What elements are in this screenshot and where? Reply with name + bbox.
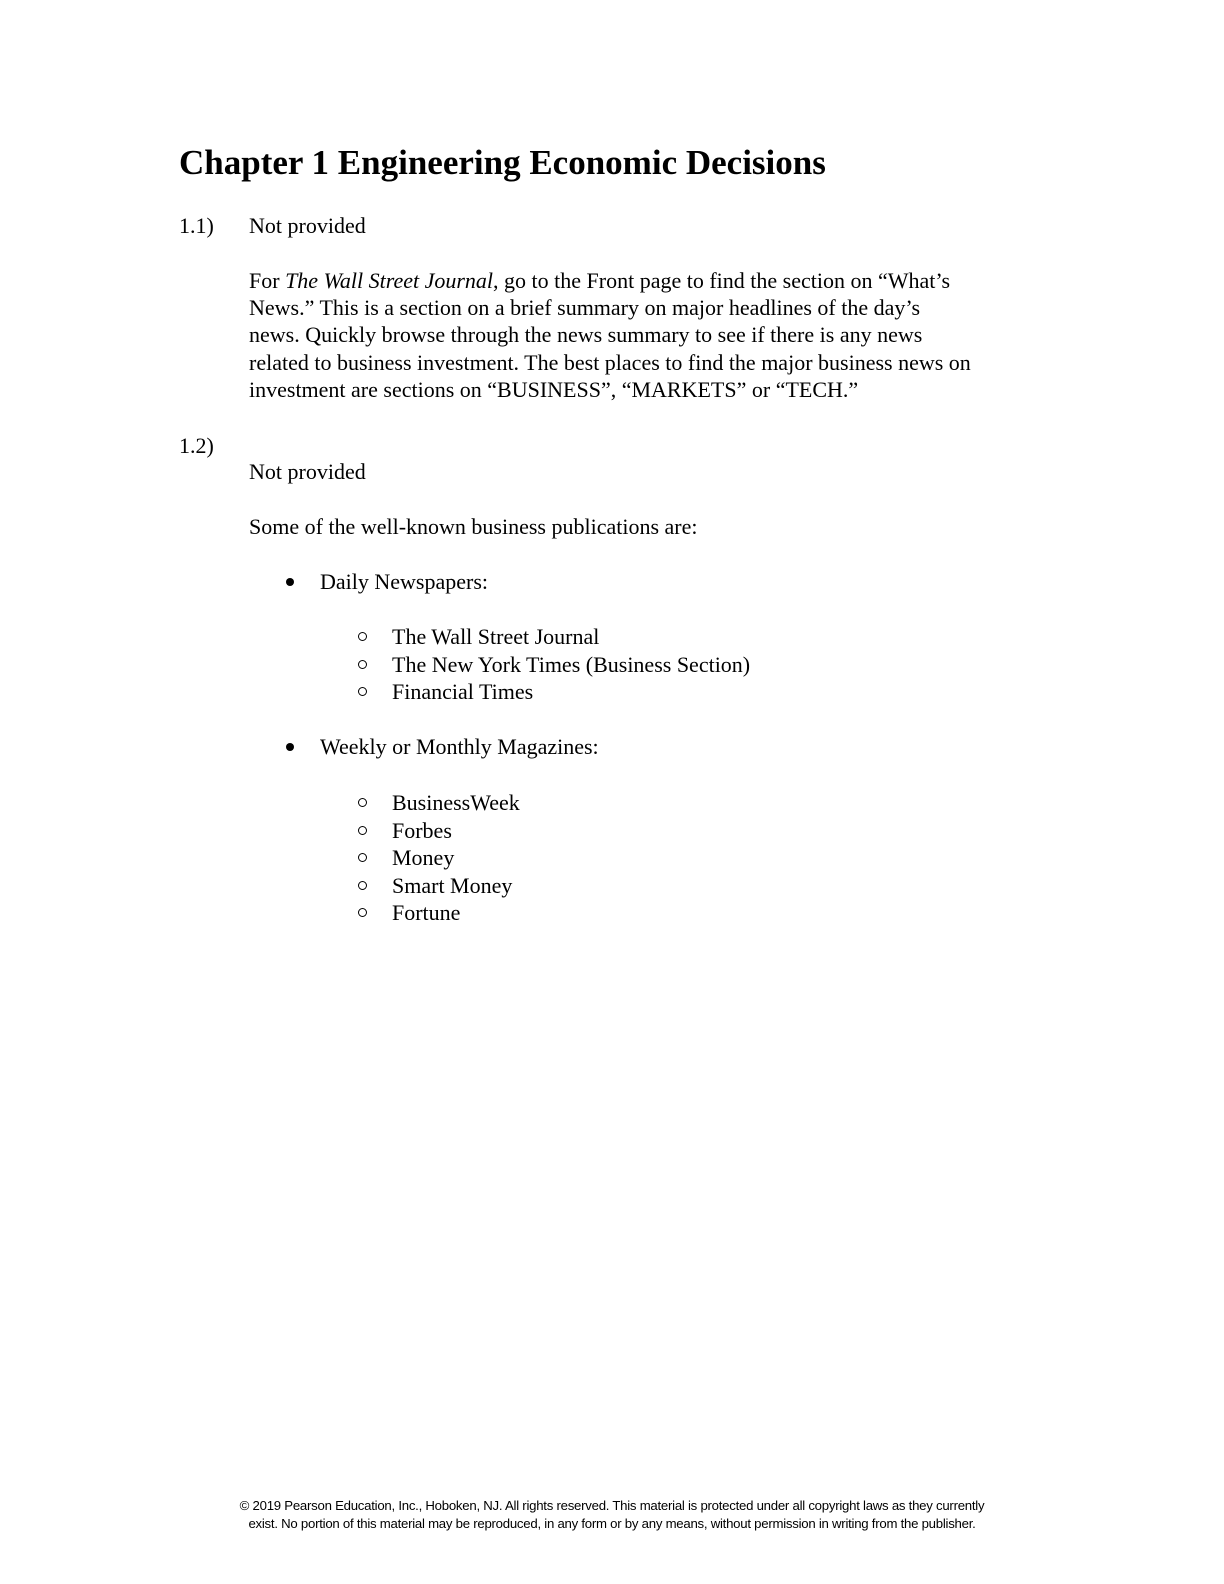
bullet-label: Weekly or Monthly Magazines: [320,734,599,759]
list-item-text: Money [392,845,455,870]
bullet-label: Daily Newspapers: [320,569,489,594]
hollow-circle-icon [358,632,367,641]
paragraph-line: investment are sections on “BUSINESS”, “MARKETS” or “TECH.” [249,376,859,402]
copyright-line-1: © 2019 Pearson Education, Inc., Hoboken, NJ. All rights reserved. This material is protected under all copyright laws as they currently [239,1498,985,1513]
paragraph-line: News.” This is a section on a brief summary on major headlines of the day’s [249,295,921,321]
problem-1-2-intro: Some of the well-known business publications are: [249,514,698,539]
page-title: Chapter 1 Engineering Economic Decisions [179,143,826,182]
list-item-text: Fortune [392,900,461,925]
problem-number-1-2: 1.2) [179,433,214,458]
paragraph-line-text: For [249,268,286,293]
hollow-circle-icon [358,660,367,669]
hollow-circle-icon [358,798,367,807]
copyright-line-2: exist. No portion of this material may be reproduced, in any form or by any means, without permission in writing from the publisher. [248,1516,976,1531]
hollow-circle-icon [358,881,367,890]
hollow-circle-icon [358,908,367,917]
list-item-text: Forbes [392,817,452,843]
problem-1-1-heading: Not provided [249,213,366,238]
list-item-text: The Wall Street Journal [392,624,600,649]
list-item-text: The New York Times (Business Section) [392,651,751,677]
hollow-circle-icon [358,853,367,862]
problem-number-1-1: 1.1) [179,213,214,238]
hollow-circle-icon [358,687,367,696]
problem-1-1-paragraph [249,267,1049,403]
paragraph-line: related to business investment. The best places to find the major business news on [249,349,971,375]
list-item-text: Smart Money [392,872,513,898]
publication-title-italic: The Wall Street Journal [285,268,494,293]
hollow-circle-icon [358,826,367,835]
paragraph-line [249,267,1049,294]
paragraph-line-text: , go to the Front page to find the section on “What’s [493,268,951,293]
bullet-icon [286,743,294,751]
copyright-footer [0,1497,1224,1533]
bullet-icon [286,578,294,586]
problem-1-2-heading: Not provided [249,459,366,484]
list-item-text: Financial Times [392,679,534,704]
paragraph-line: news. Quickly browse through the news summary to see if there is any news [249,322,923,348]
list-item-text: BusinessWeek [392,790,520,815]
